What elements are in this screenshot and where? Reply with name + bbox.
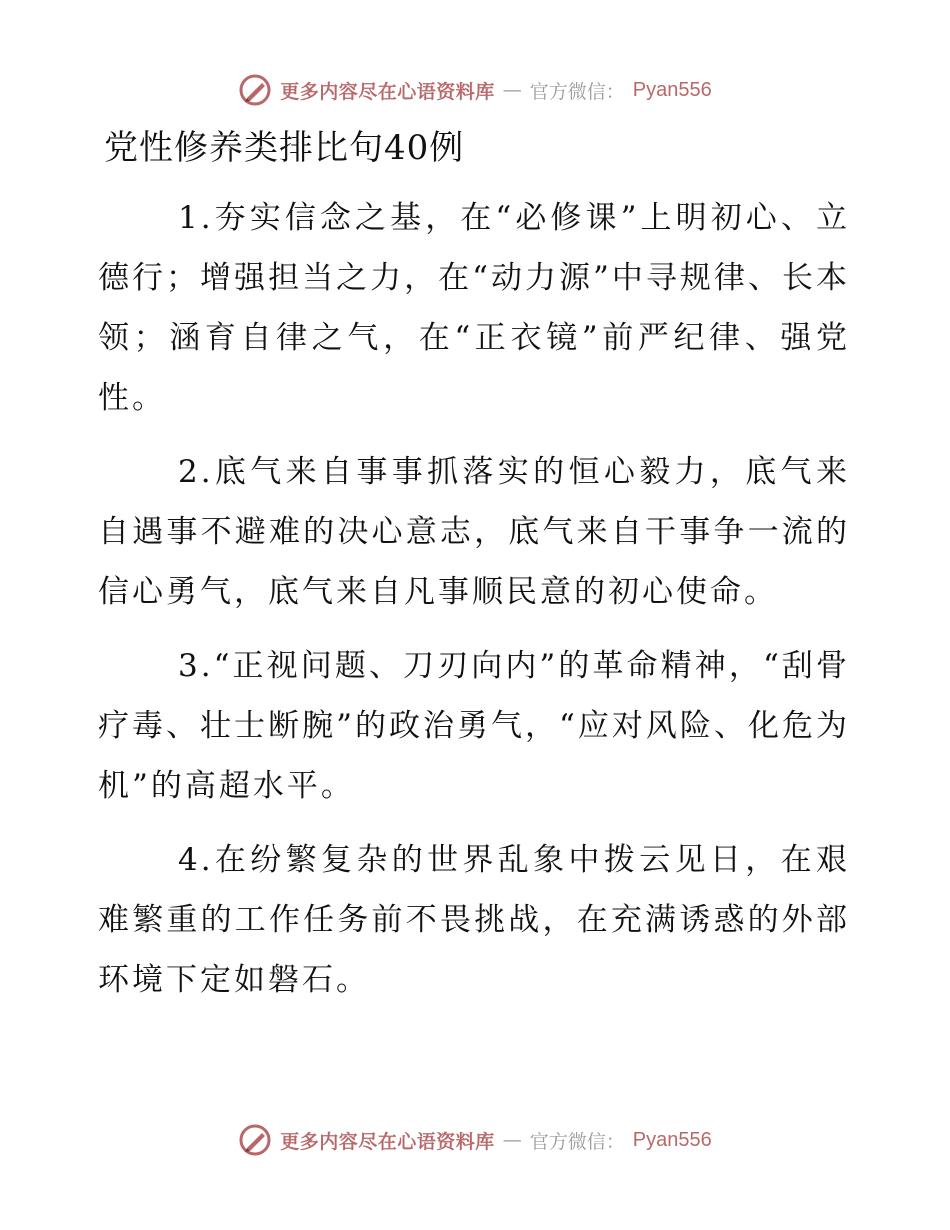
footer-banner [0, 1120, 950, 1160]
footer-separator: — [502, 1129, 522, 1151]
paragraph-1: 1.夯实信念之基，在“必修课”上明初心、立德行；增强担当之力，在“动力源”中寻规律、长本领；涵育自律之气，在“正衣镜”前严纪律、强党性。 [98, 200, 850, 416]
paragraph-2: 2.底气来自事事抓落实的恒心毅力，底气来自遇事不避难的决心意志，底气来自干事争一流的信心勇气，底气来自凡事顺民意的初心使命。 [98, 454, 850, 610]
footer-slogan: 更多内容尽在心语资料库 [280, 1130, 495, 1153]
pen-logo-icon [238, 1123, 272, 1157]
header-wechat-label: 官方微信： [529, 80, 625, 103]
document-body [98, 188, 850, 1024]
header-separator: — [502, 79, 522, 101]
paragraph-4: 4.在纷繁复杂的世界乱象中拨云见日，在艰难繁重的工作任务前不畏挑战，在充满诱惑的外部环境下定如磐石。 [98, 842, 850, 998]
header-slogan: 更多内容尽在心语资料库 [280, 80, 495, 103]
paragraph-3: 3.“正视问题、刀刃向内”的革命精神，“刮骨疗毒、壮士断腕”的政治勇气，“应对风险、化危为机”的高超水平。 [98, 648, 850, 804]
header-banner [0, 70, 950, 110]
pen-logo-icon [238, 73, 272, 107]
footer-wechat-id: Pyan556 [632, 1128, 712, 1151]
header-wechat-id: Pyan556 [632, 78, 712, 101]
footer-wechat-label: 官方微信： [529, 1130, 625, 1153]
document-title: 党性修养类排比句40例 [104, 128, 465, 168]
